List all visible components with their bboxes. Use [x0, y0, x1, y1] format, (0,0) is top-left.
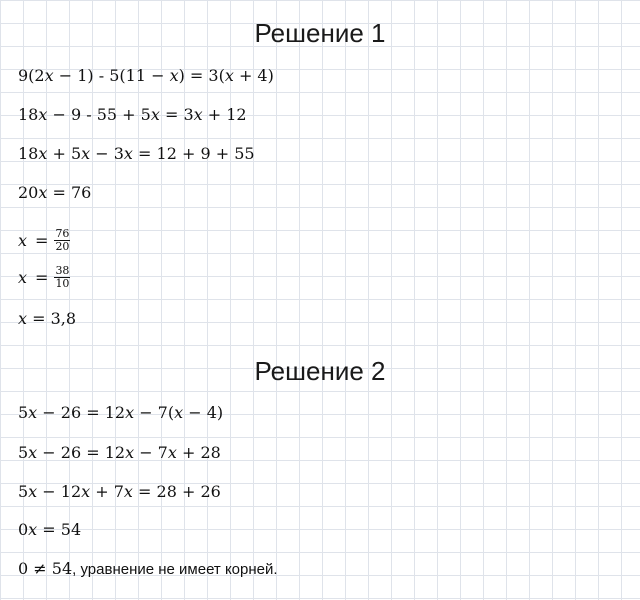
- fraction: [54, 228, 70, 252]
- numerator: 76: [55, 227, 70, 240]
- equals-sign: =: [35, 267, 49, 287]
- equation-line: 5𝑥 − 26 = 12𝑥 − 7(𝑥 − 4): [18, 403, 224, 422]
- variable: 𝑥: [18, 267, 28, 287]
- equation-line: 5𝑥 − 26 = 12𝑥 − 7𝑥 + 28: [18, 443, 221, 462]
- conclusion-line: [18, 561, 278, 577]
- solution-2-title: Решение 2: [254, 356, 386, 386]
- equation-line: 18𝑥 − 9 - 55 + 5𝑥 = 3𝑥 + 12: [18, 105, 247, 124]
- equals-sign: =: [35, 230, 49, 250]
- conclusion-math: 0 ≠ 54: [18, 559, 73, 578]
- equation-line: 0𝑥 = 54: [18, 520, 82, 539]
- result-line: 𝑥 = 3,8: [18, 309, 77, 328]
- denominator: 20: [55, 239, 70, 253]
- variable: 𝑥: [18, 230, 28, 250]
- equation-line: 5𝑥 − 12𝑥 + 7𝑥 = 28 + 26: [18, 482, 221, 501]
- equation-line: 20𝑥 = 76: [18, 183, 92, 202]
- fraction-equation: [18, 228, 70, 252]
- denominator: 10: [55, 276, 70, 290]
- fraction-equation: [18, 265, 70, 289]
- fraction: [54, 265, 70, 289]
- equation-line: 18𝑥 + 5𝑥 − 3𝑥 = 12 + 9 + 55: [18, 144, 255, 163]
- solution-1-title: Решение 1: [254, 18, 386, 48]
- equation-line: 9(2𝑥 − 1) - 5(11 − 𝑥) = 3(𝑥 + 4): [18, 66, 274, 85]
- numerator: 38: [55, 264, 70, 277]
- conclusion-text: , уравнение не имеет корней.: [72, 561, 278, 578]
